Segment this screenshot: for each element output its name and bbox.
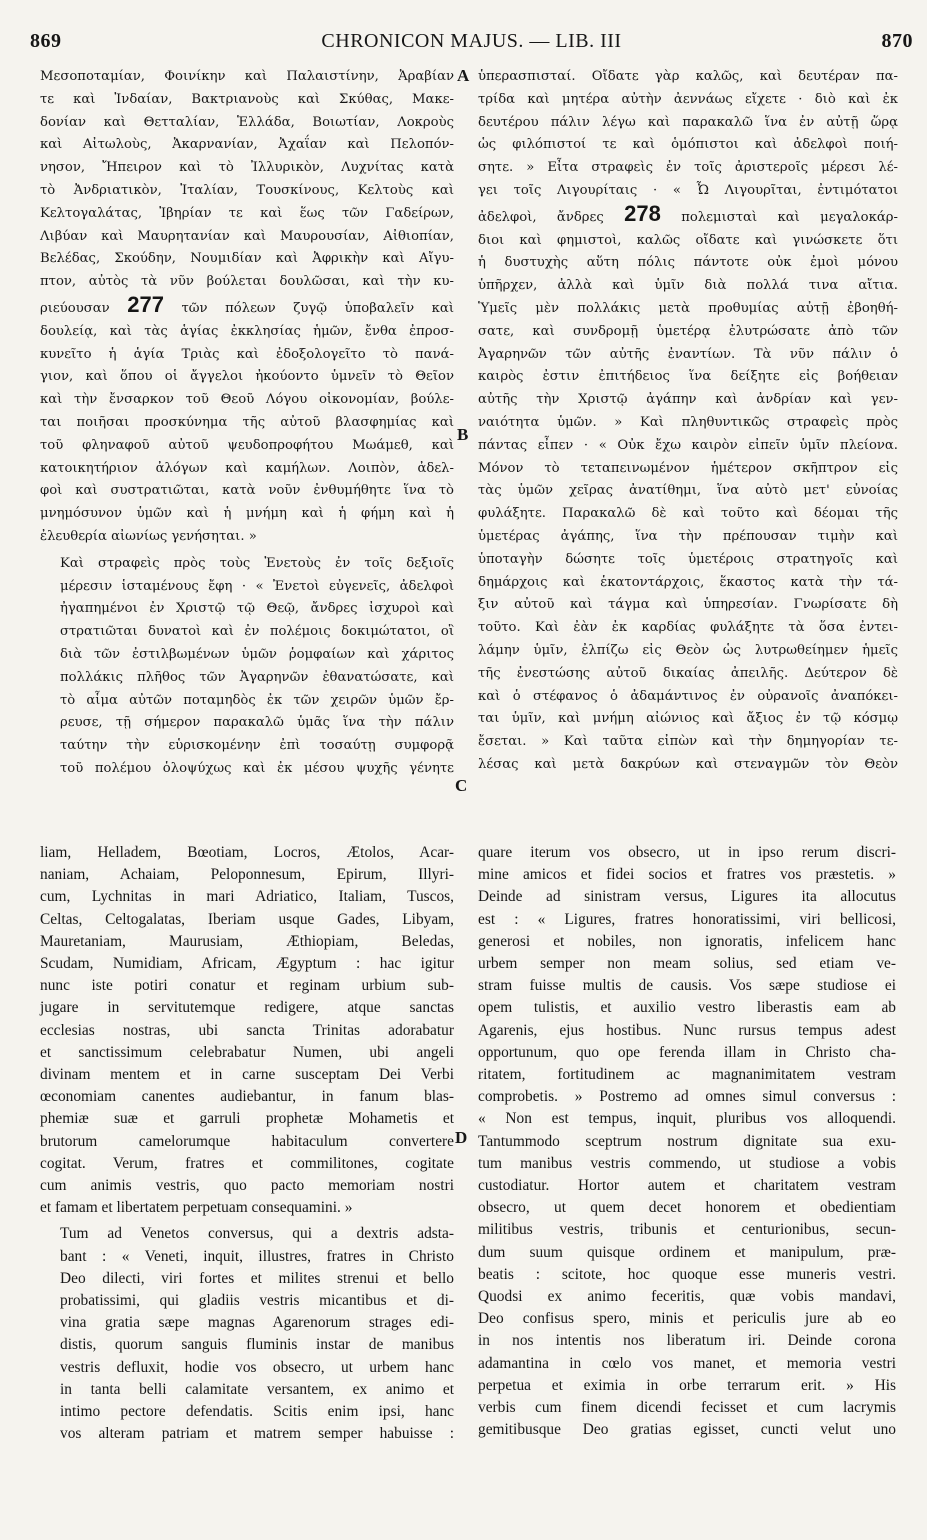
text-line: mine amicos et fidei socios et fratres vos præstetis. » [478,866,896,884]
text-line: καὶ τὴν ἔνσαρκον τοῦ Θεοῦ Λόγου οἰκονομίαν, βούλε- [40,392,454,408]
text-line: Deinde ad sinistram versus, Ligures ita allocutus [478,888,896,906]
running-header [30,30,913,60]
text-line: bant : « Veneti, inquit, illustres, fratres in Christo [60,1247,454,1265]
text-line [40,291,454,321]
text-line: ρευσε, τῇ σήμερον παρακαλῶ ὑμᾶς ἵνα τὴν πάλιν [60,715,454,731]
text-line: τοῦτο. Καὶ ἐὰν ἐκ καρδίας φυλάξητε τὰ ὅσα ἐντει- [478,620,898,636]
text-line: κυνεῖτο ἡ ἁγία Τριὰς καὶ ἐδοξολογεῖτο τὸ πανά- [40,346,454,362]
text-line: πτον, αὐτὸς τὰ νῦν βούλεται δουλῶσαι, καὶ τὴν κυ- [40,274,454,290]
text-line: τὸ Ἀνδριατικὸν, Ἰταλίαν, Τουσκίνους, Κελτοὺς καὶ [40,182,454,198]
text-line: δευτέρου πάλιν λέγω καὶ παρακαλῶ ἵνα ἐν αὐτῇ ὥρᾳ [478,114,898,130]
text-line: adamantina in cœlo vos manet, et memoria vestri [478,1354,896,1372]
text-line: τοῦ πολέμου ὁλοψύχως καὶ ἐκ μέσου ψυχῆς γένητε [60,760,454,776]
text-line: Agarenis, ejus hostibus. Nunc rursus tempus adest [478,1021,896,1039]
text-line: naniam, Achaiam, Peloponnesum, Epirum, Illyri- [40,866,454,884]
text-line: Quodsi ex animo feceritis, quæ vobis mandavi, [478,1288,896,1306]
text-line: obsecro, ut quem decet honorem et obedientiam [478,1199,896,1217]
margin-letter-a: A [457,66,470,85]
text-line: cogitat. Verum, fratres et commilitones, cogitate [40,1154,454,1172]
text-line: διὰ τῶν ἐστιλβωμένων ὑμῶν ῥομφαίων καὶ χάριτος [60,646,454,662]
text-line: Tantummodo sceptrum nostrum dignitate sua exu- [478,1132,896,1150]
page-number-left: 869 [30,30,62,52]
text-line: Deo confisus spero, minis et periculis jure ab eo [478,1310,896,1328]
greek-paragraph [478,66,898,777]
text-line: vina gratia sæpe magnas Agarenorum strages edi- [60,1314,454,1332]
text-line: Scudam, Numidiam, Africam, Ægyptum : hac igitur [40,955,454,973]
text-line: perpetua et eximia in orbe terrarum erit. » His [478,1376,896,1394]
text-line: τῆς ἐνεστώσης αὐτοῦ δικαίας ἀπειλῆς. Δεύτερον δὲ [478,665,898,681]
text-line: opportunum, quo ope ferenda illam in Christo cha- [478,1043,896,1061]
text-line: quare iterum vos obsecro, ut in ipso rerum discri- [478,844,896,861]
text-line: distis, quorum sanguis fluminis instar de manibus [60,1336,454,1354]
text-line: Mauretaniam, Maurusiam, Æthiopiam, Beledas, [40,932,454,950]
text-line: νησον, Ἤπειρον καὶ τὸ Ἰλλυρικὸν, Λυχνίτας κατὰ [40,160,454,176]
text-line: jugare in servitutemque redigere, atque sanctas [40,999,454,1017]
text-line: φυλάξητε. Παρακαλῶ δὲ καὶ τοῦτο καὶ δέομαι τῆς [478,506,898,522]
text-line: divinam mentem et in carne susceptam Dei Verbi [40,1066,454,1084]
text-line: ἔσεται. » Καὶ ταῦτα εἰπὼν καὶ τὴν δημηγορίαν τε- [478,734,898,750]
text-line: generosi et nobiles, non ignoratis, infelicem hanc [478,932,896,950]
text-line: τρίδα καὶ μητέρα αὐτὴν ἀεννάως εἴχετε · διὸ καὶ ἐκ [478,91,898,107]
page-marker: 278 [624,200,661,226]
greek-paragraph [40,66,454,549]
text-line: « Non est tempus, inquit, pluribus vos alloquendi. [478,1110,896,1128]
text-line: δουλείᾳ, καὶ τὰς ἁγίας ἐκκλησίας ἡμῶν, ἔνθα ἐπροσ- [40,323,454,339]
text-line: λέσας καὶ μετὰ δακρύων καὶ στεναγμῶν τὸν Θεὸν [478,756,898,772]
text-line: Celtas, Celtogalatas, Iberiam usque Gades, Libyam, [40,910,454,928]
text-line: ἠγαπημένοι ἐν Χριστῷ τῷ Θεῷ, ἄνδρες ἰσχυροὶ καὶ [60,601,454,617]
text-fragment: τῶν πόλεων ζυγῷ ὑποβαλεῖν καὶ [181,300,454,316]
text-line: Ἀγαρηνῶν τῶν αὐτῆς ἐναντίων. Τὰ νῦν πάλιν ὁ [478,346,898,362]
text-line: Deo dilecti, viri fortes et milites strenui et bello [60,1269,454,1287]
text-line: comprobetis. » Postremo ad omnes simul conversus : [478,1088,896,1106]
text-line: σατε, καὶ συνδρομῇ ὑμετέρᾳ ἐλυτρώσατε ἀπὸ τῶν [478,323,898,339]
text-line: δημάρχοις καὶ ἑκατοντάρχοις, ἕκαστος κατὰ τὴν τά- [478,574,898,590]
page-marker: 277 [127,291,164,317]
text-line: ὑπῆρχεν, ἀλλὰ καὶ ὑμῖν διὰ πολλά τινα αἴτια. [478,278,898,294]
text-line: vestris defluxit, hodie vos obsecro, ut urbem hanc [60,1358,454,1376]
text-line: μνημόσυνον ὑμῶν καὶ ἡ μνήμη καὶ ἡ φήμη καὶ ἡ [40,506,454,522]
latin-paragraph [40,842,454,1219]
text-line: beatis : scitote, hoc quoque esse muneris vestri. [478,1265,896,1283]
text-line: μέρεσιν ἱσταμένους ἔφη · « Ἐνετοὶ εὐγενεῖς, ἀδελφοὶ [60,578,454,594]
text-line: cum animis vestris, quo pacto memoriam nostri [40,1177,454,1195]
text-line: Λιβύαν καὶ Μαυρητανίαν καὶ Μαυρουσίαν, Αἰθιοπίαν, [40,228,454,244]
text-line: ἐλευθερία αἰωνίως γενήσηται. » [40,528,257,544]
latin-column-left [40,842,454,1445]
text-line: urbem semper non meam solius, sed etiam ve- [478,955,896,973]
text-line: est : « Ligures, fratres honoratissimi, viri bellicosi, [478,910,896,928]
text-line: Μεσοποταμίαν, Φοινίκην καὶ Παλαιστίνην, Ἀραβίαν [40,69,454,84]
text-line: in tanta belli calamitate versantem, ex animo et [60,1380,454,1398]
text-fragment: ριεύουσαν [40,300,110,316]
text-line: κατοικητήριον ἀλόγων καὶ καμήλων. Λοιπὸν, ἀδελ- [40,460,454,476]
latin-paragraph [40,1223,454,1445]
text-line: καὶ Αἰτωλοὺς, Ἀκαρνανίαν, Ἀχαΐαν καὶ Πελοπόν- [40,137,454,153]
text-line: œconomiam canentes audiebantur, in fanum blas- [40,1088,454,1106]
text-line [478,200,898,230]
text-line: probatissimi, qui gladiis vestris micantibus et di- [60,1292,454,1310]
text-line: intimo pectore defendatis. Scitis enim ipsi, hanc [60,1403,454,1421]
text-line: ὡς φιλόπιστοί τε καὶ ὁμόπιστοι καὶ ἀδελφοὶ ποιή- [478,137,898,153]
text-line: φοὶ καὶ συστρατιῶται, κατὰ νοῦν ἐνθυμήθητε ἵνα τὸ [40,483,454,499]
text-line: ναιότητα ὑμῶν. » Καὶ πληθυντικῶς στραφεὶς πρὸς [478,414,898,430]
text-line: λάμην ὑμῖν, ἐλπίζω εἰς Θεὸν ὡς λυτρωθείημεν ἡμεῖς [478,642,898,658]
page-number-right: 870 [881,30,913,52]
text-line: tum manibus vestris commendo, ut studiose a vobis [478,1154,896,1172]
text-line: τὰς ὑμῶν χεῖρας ἀνατίθημι, ἵνα αὐτὸ μετ' εὐνοίας [478,483,898,499]
text-line: τε καὶ Ἰνδαίαν, Βακτριανοὺς καὶ Σκύθας, Μακε- [40,91,454,107]
text-line: ὑμετέρας ἀγάπης, ἵνα τὴν πρέπουσαν τιμὴν καὶ [478,528,898,544]
text-line: et famam et libertatem perpetuam consequamini. » [40,1199,353,1217]
text-line: gemitibusque Deo gratias egisset, cuncti velut uno [478,1421,896,1439]
text-line: in nos intentis nos liberatum iri. Deinde corona [478,1332,896,1350]
latin-column-right [478,842,896,1441]
text-line: custodiatur. Hortor autem et charitatem vestram [478,1177,896,1195]
text-line: opem tulistis, et auxilio vestro liberastis eam ab [478,999,896,1017]
text-line: στρατιῶται δυνατοὶ καὶ ἐν πολέμοις δοκιμώτατοι, οἳ [60,624,454,640]
text-fragment: ἀδελφοὶ, ἄνδρες [478,209,604,225]
text-line: δονίαν καὶ Θετταλίαν, Ἑλλάδα, Βοιωτίαν, Λοκροὺς [40,114,454,130]
text-line: liam, Helladem, Bœotiam, Locros, Ætolos, Acar- [40,844,454,861]
text-line: καιρὸς ἐστιν ἐπιτήδειος ἵνα δείξητε εἰς βοήθειαν [478,369,898,385]
text-line: vos alteram patriam et matrem semper habuisse : [60,1425,454,1443]
text-line: γει τοῖς Λιγουρίταις · « Ὦ Λιγουρῖται, ἐντιμότατοι [478,182,898,198]
greek-column-left [40,66,454,781]
text-line: καὶ ὁ στέφανος ὁ ἀδαμάντινος ἐν οὐρανοῖς ἀναπόκει- [478,688,898,704]
text-line: ὑποταγὴν δώσητε τοῖς ὑμετέροις στρατηγοῖς καὶ [478,551,898,567]
text-line: Μόνον τὸ τεταπεινωμένον ἡμέτερον σκῆπτρον εἰς [478,460,898,476]
text-line: nunc iste potiri conatur et reginam urbium sub- [40,977,454,995]
margin-letter-d: D [455,1128,468,1147]
text-line: τοῦ φληναφοῦ αὐτοῦ ψευδοπροφήτου Μωάμεθ, καὶ [40,437,454,453]
text-line: ξιν αὐτοῦ καὶ τάγμα καὶ ὑπηρεσίαν. Γνωρίσατε δὴ [478,597,898,613]
text-line: stram fuisse multis de causis. Vos sæpe studiose ei [478,977,896,995]
text-line: πάντας εἶπεν · « Οὐκ ἔχω καιρὸν εἰπεῖν ὑμῖν πλείονα. [478,437,898,453]
text-line: γιον, καὶ ὅπου οἱ ἄγγελοι ἠκούοντο ὑμνεῖν τὸ Θεῖον [40,369,454,385]
text-line: et sanctissimum celebrabatur Numen, ubi angeli [40,1043,454,1061]
text-fragment: πολεμισταὶ καὶ μεγαλοκάρ- [681,209,898,225]
text-line: διοι καὶ φημιστοὶ, καλῶς οἴδατε καὶ γινώσκετε ὅτι [478,232,898,248]
text-line: τὸ αἷμα αὐτῶν ποταμηδὸς ἐκ τῶν χειρῶν ὑμῶν ἔρ- [60,692,454,708]
text-line: ταύτην τὴν εὑρισκομένην ἐπὶ τοσαύτῃ συμφορᾷ [60,738,454,754]
text-line: phemiæ suæ et garruli prophetæ Mohametis et [40,1110,454,1128]
text-line: Καὶ στραφεὶς πρὸς τοὺς Ἐνετοὺς ἐν τοῖς δεξιοῖς [60,555,454,571]
text-line: ritatem, fortitudinem ac magnanimitatem vestram [478,1066,896,1084]
text-line: Tum ad Venetos conversus, qui a dextris adsta- [60,1225,454,1243]
text-line: Βελέδας, Σκούδην, Νουμιδίαν καὶ Ἀφρικὴν καὶ Αἴγυ- [40,251,454,267]
latin-paragraph [478,842,896,1441]
greek-column-right [478,66,898,777]
text-line: brutorum camelorumque habitaculum convertere [40,1132,454,1150]
text-line: militibus vestris, tribunis et centurionibus, secun- [478,1221,896,1239]
text-line: σητε. » Εἶτα στραφεὶς ἐν τοῖς ἀριστεροῖς μέρεσι λέ- [478,160,898,176]
text-line: cum, Lychnitas in mari Adriatico, Italiam, Tuscos, [40,888,454,906]
text-line: ται ὑμῖν, καὶ μνήμη αἰώνιος καὶ ἄξιος ἐν τῷ κόσμῳ [478,711,898,727]
text-line: verbis cum finem dicendi fecisset et cum lacrymis [478,1399,896,1417]
text-line: ται ποιῆσαι προσκύνημα τῆς αὐτοῦ βλασφημίας καὶ [40,414,454,430]
running-title: CHRONICON MAJUS. — LIB. III [321,30,622,52]
text-line: ecclesias nostras, ubi sancta Trinitas adorabatur [40,1021,454,1039]
margin-letter-b: B [457,425,469,444]
text-line: dum suum quisque ordinem et manipulum, præ- [478,1243,896,1261]
margin-letter-c: C [455,776,468,795]
text-line: ὑπερασπισταί. Οἴδατε γὰρ καλῶς, καὶ δευτέραν πα- [478,69,898,84]
text-line: Ὑμεῖς μὲν πολλάκις μετὰ προθυμίας αὐτῇ ἐβοηθή- [478,300,898,316]
greek-paragraph [40,553,454,781]
text-line: αὐτῆς τὴν Χριστῷ ἀγάπην καὶ ἀνδρίαν καὶ γεν- [478,392,898,408]
text-line: Κελτογαλάτας, Ἰβηρίαν τε καὶ ἕως τῶν Γαδείρων, [40,205,454,221]
text-line: ἡ δυστυχὴς αὕτη πόλις πάντοτε οὐκ ἐμοὶ μόνου [478,255,898,271]
text-line: πολλάκις πλῆθος τῶν Ἀγαρηνῶν ἐθανατώσατε, καὶ [60,669,454,685]
